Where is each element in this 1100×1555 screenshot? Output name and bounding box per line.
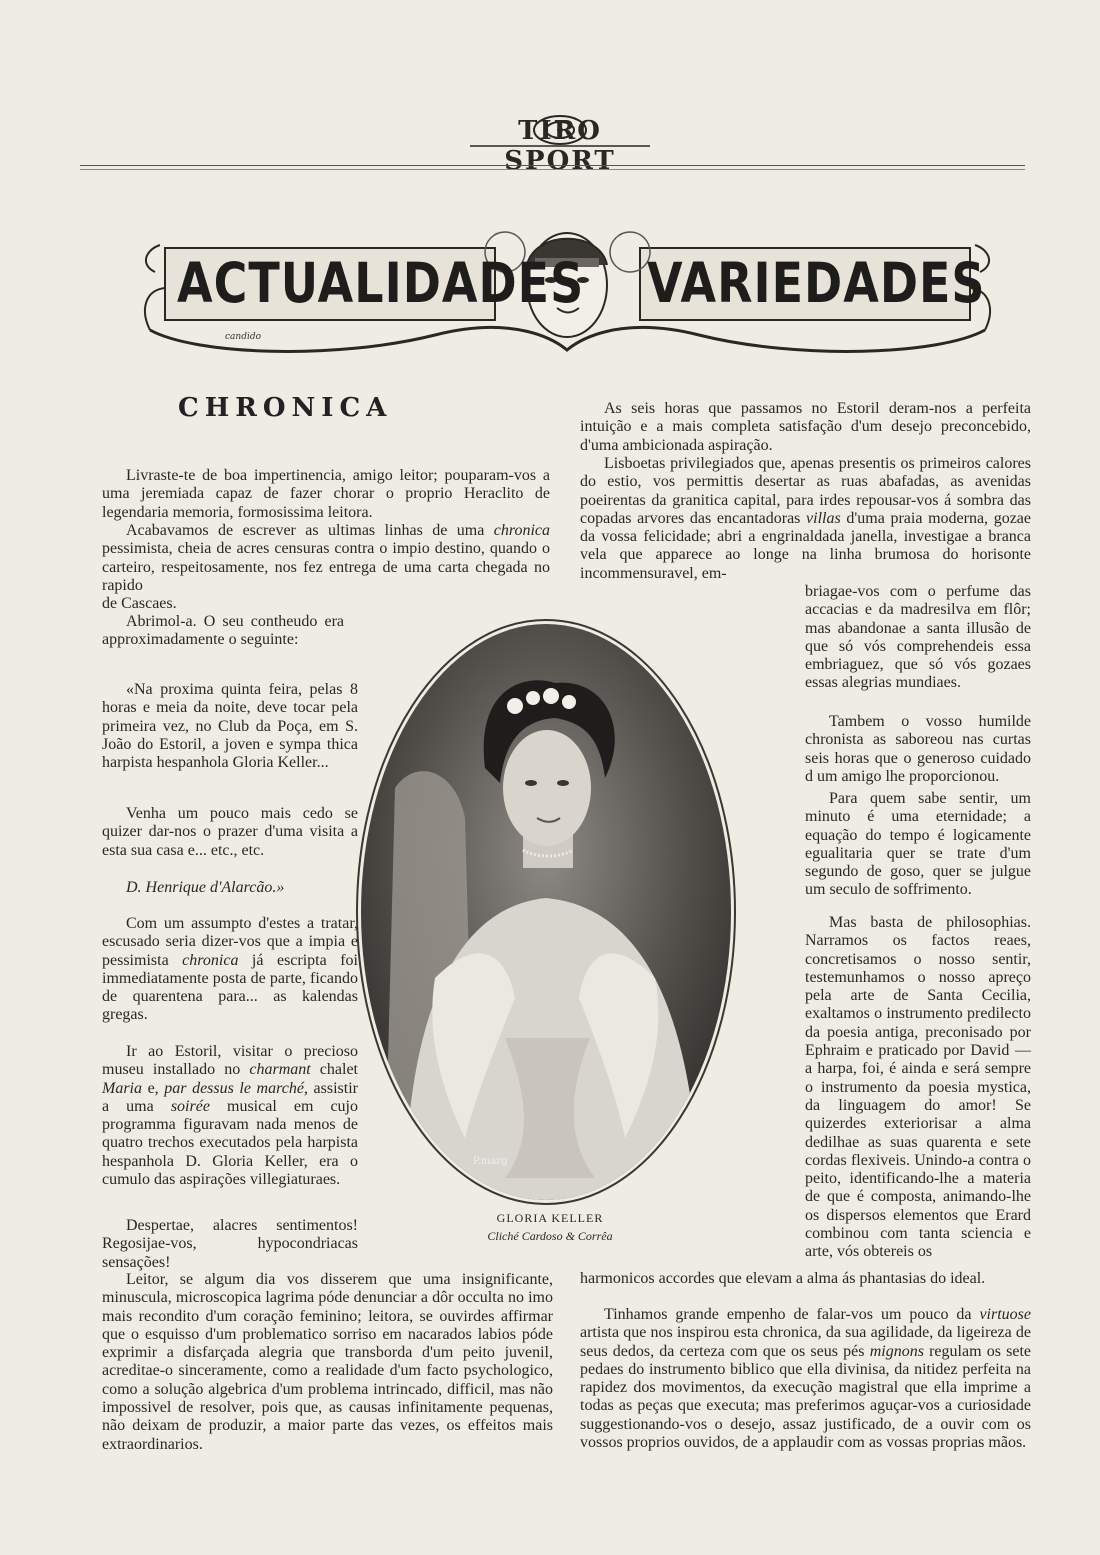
- photo-caption: GLORIA KELLER: [496, 1211, 604, 1225]
- header-rule: [80, 165, 1025, 166]
- col2-paragraph-4: Para quem sabe sentir, um minuto é uma eternidade; a equação do tempo é logicamente egualitaria quer se trate d'um segundo de goso, quer se julgue um seculo de soffrimento.: [805, 790, 1031, 899]
- col2-paragraph-6: Tinhamos grande empenho de falar-vos um pouco da virtuose artista que nos inspirou esta chronica, da sua agilidade, da ligeireza de seus dedos, da certeza com que os seus pés mignons regulam os sete pedaes do instrumento biblico que ella divinisa, da nitidez perfeita na rapidez dos movimentos, da execução magistral que ella imprime a todas as peças que executa; mas preferimos aguçar-vos a curiosidade suggestionando-vos o desejo, assaz justificado, de a ouvir com os vossos proprios ouvidos, de a applaudir com as vossas proprias mãos.: [580, 1306, 1031, 1452]
- portrait-image: [355, 618, 737, 1206]
- banner-left-word: ACTUALIDADES: [177, 250, 585, 316]
- col1-letter-1: «Na proxima quinta feira, pelas 8 horas e meia da noite, deve tocar pela primeira vez, no Club da Poça, em S. João do Estoril, a joven e sympa thica harpista hespanhola Gloria Keller...: [102, 681, 358, 772]
- section-banner: [135, 210, 1000, 365]
- col1-letter-signature: D. Henrique d'Alarcão.»: [126, 879, 285, 896]
- banner-artist-signature: candido: [225, 332, 262, 342]
- col2-paragraph-2: Lisboetas privilegiados que, apenas presentis os primeiros calores do estio, vos permittis desertar as ruas abafadas, as avenidas poeirentas da granitica capital, para irdes repousar-vos á sombra das copadas arvores das encantadoras villas d'uma praia moderna, gozae da vossa felicidade; abri a engrinaldada janella, investigae a branca vela que apparece ao longe na linha brumosa do horisonte incommensuravel, em-: [580, 455, 1031, 582]
- engraver-signature: P.marg: [473, 1156, 508, 1167]
- col2-paragraph-2-cont: briagae-vos com o perfume das accacias e da madresilva em flôr; mas abandonae a santa illusão de que só vós comprehendeis essa embriaguez, que só vós gozaes essas alegrias mundiaes.: [805, 583, 1031, 692]
- col1-paragraph-6: Despertae, alacres sentimentos! Regosijae-vos, hypocondriacas sensações!: [102, 1217, 358, 1271]
- col1-letter-2: Venha um pouco mais cedo se quizer dar-nos o prazer d'uma visita a esta sua casa e... etc., etc.: [102, 805, 358, 859]
- col2-paragraph-5: Mas basta de philosophias. Narramos os factos reaes, concretisamos o nosso sentir, testemunhamos o nosso apreço pela arte de Santa Cecilia, exaltamos o instrumento predilecto da poesia antiga, preconisado por Ephraim e praticado por David — a harpa, foi, é ainda e será sempre o instrumento da poesia mystica, da linguagem do amor! Se quizerdes exteriorisar a alma dedilhae as suas quarenta e sete cordas flexiveis. Unindo-a contra o peito, identificando-lhe a materia de que é composta, animando-lhe os dispersos elementos que Erard combinou com tanta sciencia e arte, vós obtereis os: [805, 914, 1031, 1261]
- masthead-title: TIRO SPORT: [504, 116, 616, 176]
- photo-credit: Cliché Cardoso & Corrêa: [487, 1229, 613, 1243]
- col1-paragraph-1: Livraste-te de boa impertinencia, amigo leitor; pouparam-vos a uma jeremiada capaz de fazer chorar o proprio Heraclito de legendaria memoria, formosissima leitora.: [102, 467, 550, 521]
- col1-paragraph-5: Ir ao Estoril, visitar o precioso museu installado no charmant chalet Maria e, par dessus le marché, assistir a uma soirée musical em cujo programma figuravam nada menos de quatro trechos executados pela harpista hespanhola D. Gloria Keller, era o cumulo das aspirações villegiaturaes.: [102, 1043, 359, 1189]
- col1-paragraph-3: Abrimol-a. O seu contheudo era approximadamente o seguinte:: [102, 613, 344, 649]
- masthead-logo: [460, 108, 660, 176]
- portrait-photo: [355, 618, 737, 1206]
- col1-paragraph-4: Com um assumpto d'estes a tratar, escusado seria dizer-vos que a impia e pessimista chronica já escripta foi immediatamente posta de parte, ficando de quarentena para... as kalendas gregas.: [102, 915, 358, 1024]
- header-rule-thin: [80, 169, 1025, 170]
- col1-paragraph-2-end: de Cascaes.: [102, 595, 177, 612]
- article-title: CHRONICA: [178, 393, 393, 423]
- col1-paragraph-2: Acabavamos de escrever as ultimas linhas de uma chronica pessimista, cheia de acres censuras contra o impio destino, quando o carteiro, respeitosamente, nos fez entrega de uma carta chegada no rapido: [102, 522, 550, 594]
- col2-paragraph-1: As seis horas que passamos no Estoril deram-nos a perfeita intuição e a mais completa satisfação d'um desejo preconcebido, d'uma ambicionada aspiração.: [580, 400, 1031, 454]
- banner-right-word: VARIEDADES: [647, 250, 986, 316]
- col2-paragraph-5-end: harmonicos accordes que elevam a alma ás phantasias do ideal.: [580, 1270, 986, 1287]
- col2-paragraph-3: Tambem o vosso humilde chronista as saboreou nas curtas seis horas que o generoso cuidado d um amigo lhe proporcionou.: [805, 713, 1031, 785]
- col1-paragraph-7: Leitor, se algum dia vos disserem que uma insignificante, minuscula, microscopica lagrima póde denunciar a dôr occulta no imo mais recondito d'um coração feminino; leitora, se ouvirdes affirmar que o esquisso d'um problematico sorriso em nacarados labios póde exprimir a disfarçada alegria que transborda d'um peito juvenil, acreditae-o sinceramente, como a realidade d'um facto psychologico, como a solução algebrica d'um problema intrincado, difficil, mas não impossivel de resolver, pois que, as causas infinitamente pequenas, não deixam de produzir, a maior parte das vezes, os effeitos mais extraordinarios.: [102, 1271, 553, 1453]
